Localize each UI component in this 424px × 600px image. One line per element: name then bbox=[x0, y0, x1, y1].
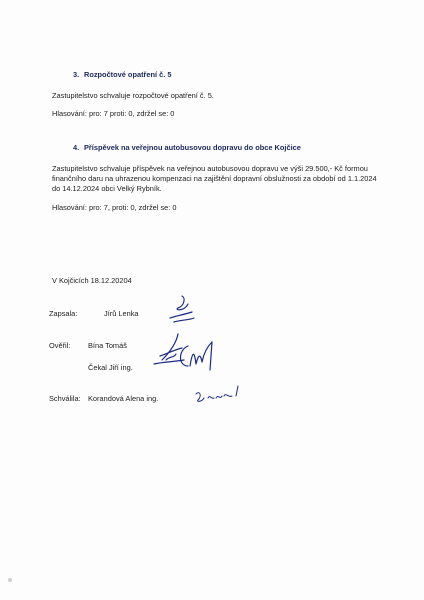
section-4-body-line-2: finančního daru na uhrazenou kompenzaci na zajištění dopravní obslužnosti za období od 1.1.2024 bbox=[52, 174, 377, 183]
section-4-body-line-1: Zastupitelstvo schvaluje příspěvek na veřejnou autobusovou dopravu ve výši 29.500,- Kč formou bbox=[52, 164, 368, 173]
section-3-title: Rozpočtové opatření č. 5 bbox=[84, 70, 172, 79]
section-4-body-line-3: do 14.12.2024 obci Velký Rybník. bbox=[52, 184, 162, 193]
verifier-2-name: Čekal Jiří ing. bbox=[88, 363, 133, 372]
signature-cekal bbox=[174, 336, 218, 376]
section-4-vote: Hlasování: pro: 7, proti: 0, zdržel se: 0 bbox=[52, 203, 177, 212]
place-date: V Kojčicích 18.12.20204 bbox=[52, 276, 132, 285]
recorded-by-label: Zapsala: bbox=[49, 309, 78, 318]
section-3-number: 3. bbox=[73, 70, 80, 79]
verifier-1-name: Bína Tomáš bbox=[88, 341, 127, 350]
section-4-number: 4. bbox=[73, 143, 80, 152]
section-4-title: Příspěvek na veřejnou autobusovou dopravu do obce Kojčice bbox=[84, 143, 301, 152]
scan-dot bbox=[8, 578, 12, 582]
approved-by-label: Schválila: bbox=[49, 394, 81, 403]
signature-korandova bbox=[190, 382, 246, 412]
section-3-vote: Hlasování: pro: 7 proti: 0, zdržel se: 0 bbox=[52, 109, 175, 118]
section-3-body: Zastupitelstvo schvaluje rozpočtové opatření č. 5. bbox=[52, 91, 214, 100]
approved-by-name: Korandová Alena ing. bbox=[88, 394, 159, 403]
verified-by-label: Ověřil: bbox=[49, 341, 71, 350]
recorded-by-name: Jírů Lenka bbox=[104, 309, 139, 318]
